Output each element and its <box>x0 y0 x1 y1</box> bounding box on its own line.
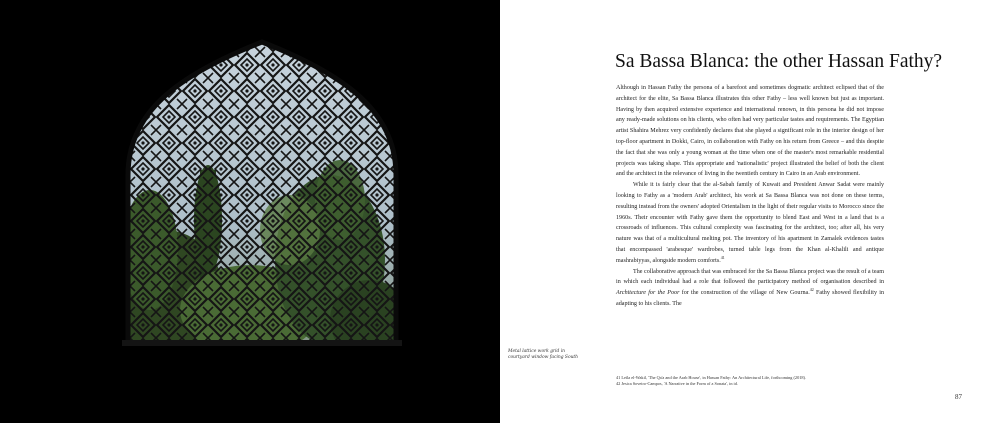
caption-line-1: Metal lattice work grid in <box>508 349 565 354</box>
paragraph-2 <box>616 180 884 266</box>
book-title-reference: Architecture for the Poor <box>616 290 680 297</box>
footnote-41: 41 Leïla el-Wakil, 'The Qa'a and the Arab House', in Hassan Fathy: An Architectural Life, forthcoming (2018). <box>616 375 807 380</box>
footnote-42: 42 Jesica Soveiro-Campos, 'A Narrative in the Form of a Sonata', in id. <box>616 381 738 386</box>
page-number: 87 <box>955 393 962 401</box>
footnotes <box>616 375 884 387</box>
article-body <box>616 83 884 310</box>
paragraph-3-text-a: The collaborative approach that was embraced for the Sa Bassa Blanca project was the result of a team in which each individual had a role that followed the participatory method of organisation described in <box>616 268 884 286</box>
footnote-ref-41: 41 <box>720 254 725 260</box>
article-title: Sa Bassa Blanca: the other Hassan Fathy? <box>615 51 943 72</box>
paragraph-3-text-c: Fathy showed flexibility in adapting to his clients. The <box>616 290 884 307</box>
paragraph-3-text-b: for the construction of the village of New Gourna. <box>679 290 810 297</box>
caption-line-2: courtyard window facing South <box>508 355 579 360</box>
paragraph-2-text: While it is fairly clear that the al-Sabah family of Kuwait and President Anwar Sadat were mainly looking to Fathy as a 'modern Arab' architect, his work at Sa Bassa Blanca was not done on these terms, resulting instead from the owners' adopted Orientalism in the light of their regular visits to Morocco since the 1960s. Their encounter with Fathy gave them the opportunity to blend East and West in a land that is a crossroads of influences. This cultural complexity was fascinating for the architect, too; after all, his very nature was that of a multicultural melting pot. The inventory of his apartment in Zamalek evidences tastes that encompassed 'arabesque' wardrobes, turned table legs from the Khan al-Khalili and antique mashrabiyyas, alongside modern comforts. <box>616 182 884 264</box>
photo-caption <box>508 349 588 361</box>
footnote-ref-42: 42 <box>809 287 814 293</box>
paragraph-3 <box>616 267 884 310</box>
paragraph-1: Although in Hassan Fathy the persona of a barefoot and sometimes dogmatic architect eclipsed that of the architect for the elite, Sa Bassa Blanca illustrates this other Fathy – less well known but just as important. Having by then acquired extensive experience and international renown, in this persona he did not impose any ready-made solutions on his clients, who often had very particular tastes and requirements. The Egyptian artist Shahira Mehrez very confidently declares that she played a significant role in the interior design of her top-floor apartment in Dokki, Cairo, in collaboration with Fathy on his return from Greece – and this despite the fact that she was only a young woman at the time when one of the master's most remarkable residential projects was taking shape. This appropriate and 'nationalistic' project illustrated the belief of both the client and the architect in the relevance of living in the twentieth century in Cairo in an Arab environment. <box>616 85 884 178</box>
